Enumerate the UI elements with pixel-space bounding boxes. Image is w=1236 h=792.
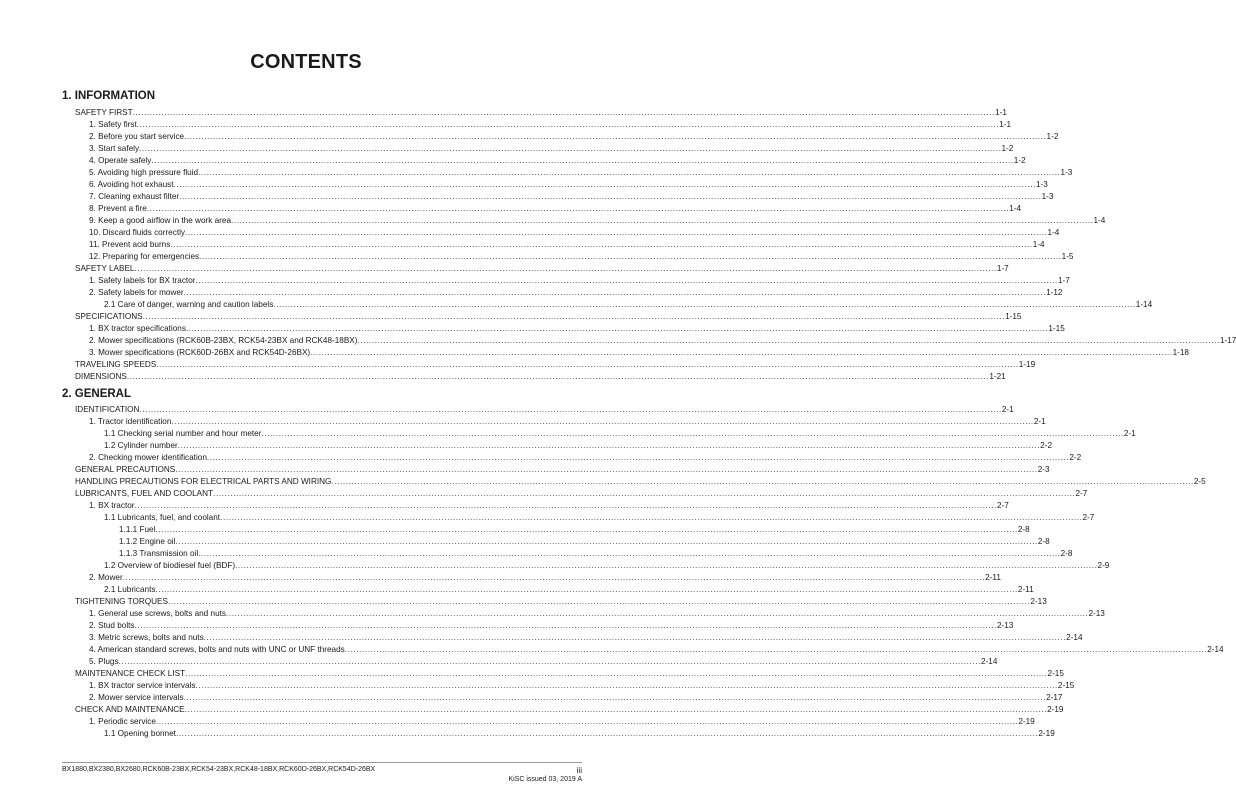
toc-entry-page: 2-8 [1017, 525, 1030, 534]
toc-leader-dots: ............................................................................................................................................................................................................................................................................................................ [122, 573, 986, 582]
toc-entry-page: 1-2 [1013, 156, 1026, 165]
toc-leader-dots: ............................................................................................................................................................................................................................................................................................................ [198, 549, 1061, 558]
toc-leader-dots: ............................................................................................................................................................................................................................................................................................................ [261, 429, 1124, 438]
toc-leader-dots: ............................................................................................................................................................................................................................................................................................................ [175, 729, 1039, 738]
toc-entry-label: GENERAL PRECAUTIONS [75, 465, 176, 474]
toc-entry-label: SAFETY LABEL [75, 264, 135, 273]
toc-leader-dots: ............................................................................................................................................................................................................................................................................................................ [146, 204, 1010, 213]
toc-entry-page: 1-2 [1046, 132, 1059, 141]
toc-entry-page: 1-15 [1048, 324, 1065, 333]
toc-leader-dots: ............................................................................................................................................................................................................................................................................................................ [331, 477, 1194, 486]
toc-entry[interactable] [89, 499, 1009, 511]
toc-entry[interactable] [89, 334, 1236, 346]
toc-entry[interactable] [89, 286, 1063, 298]
toc-entry-label: 4. Operate safely [89, 156, 152, 165]
toc-entry-label: 2. Checking mower identification [89, 453, 207, 462]
toc-entry-page: 2-9 [1097, 561, 1110, 570]
toc-leader-dots: ............................................................................................................................................................................................................................................................................................................ [155, 585, 1018, 594]
toc-entry-label: 1.1.2 Engine oil [119, 537, 176, 546]
toc-leader-dots: ............................................................................................................................................................................................................................................................................................................ [195, 276, 1058, 285]
toc-leader-dots: ............................................................................................................................................................................................................................................................................................................ [171, 417, 1034, 426]
toc-entry-page: 2-2 [1069, 453, 1082, 462]
toc-entry[interactable] [89, 190, 1054, 202]
toc-entry-label: SAFETY FIRST [75, 108, 133, 117]
toc-leader-dots: ............................................................................................................................................................................................................................................................................................................ [132, 108, 996, 117]
toc-entry-page: 1-3 [1060, 168, 1073, 177]
toc-entry-label: IDENTIFICATION [75, 405, 140, 414]
toc-entry[interactable] [89, 154, 1026, 166]
toc-entry-label: 1. BX tractor service intervals [89, 681, 196, 690]
toc-entry-page: 1-3 [1035, 180, 1048, 189]
toc-entry-page: 1-18 [1172, 348, 1189, 357]
toc-entry[interactable] [89, 322, 1065, 334]
toc-entry-label: TIGHTENING TORQUES [75, 597, 168, 606]
toc-leader-dots: ............................................................................................................................................................................................................................................................................................................ [184, 132, 1047, 141]
toc-entry[interactable] [89, 178, 1048, 190]
toc-entry[interactable] [119, 535, 1050, 547]
toc-entry-page: 2-11 [985, 573, 1001, 582]
toc-entry-label: 1. Tractor identification [89, 417, 172, 426]
toc-entry[interactable] [75, 595, 1047, 607]
toc-entry-label: 10. Discard fluids correctly [89, 228, 186, 237]
toc-entry-label: 4. American standard screws, bolts and nuts with UNC or UNF threads [89, 645, 345, 654]
toc-entry-page: 2-13 [1088, 609, 1105, 618]
toc-leader-dots: ............................................................................................................................................................................................................................................................................................................ [139, 144, 1002, 153]
toc-entry[interactable] [89, 130, 1059, 142]
toc-entry[interactable] [75, 487, 1088, 499]
toc-entry-label: DIMENSIONS [75, 372, 127, 381]
toc-leader-dots: ............................................................................................................................................................................................................................................................................................................ [310, 348, 1173, 357]
toc-leader-dots: ............................................................................................................................................................................................................................................................................................................ [170, 240, 1033, 249]
toc-entry-label: SPECIFICATIONS [75, 312, 143, 321]
toc-entry-label: 8. Prevent a fire [89, 204, 147, 213]
toc-entry-page: 2-19 [1018, 717, 1035, 726]
toc-leader-dots: ............................................................................................................................................................................................................................................................................................................ [126, 372, 990, 381]
toc-entry-label: 1. BX tractor specifications [89, 324, 186, 333]
toc-entry[interactable] [89, 715, 1035, 727]
toc-entry-page: 1-3 [1041, 192, 1054, 201]
toc-entry-label: 1.2 Cylinder number [104, 441, 178, 450]
toc-entry[interactable] [89, 571, 1001, 583]
toc-entry-label: 2. Mower specifications (RCK60B-23BX, RCK54-23BX and RCK48-18BX) [89, 336, 358, 345]
toc-entry-page: 1-4 [1093, 216, 1106, 225]
toc-entry[interactable] [89, 619, 1014, 631]
toc-entry-page: 2-17 [1046, 693, 1063, 702]
toc-entry-page: 1-7 [996, 264, 1009, 273]
toc-entry[interactable] [89, 142, 1014, 154]
toc-entry[interactable] [104, 583, 1034, 595]
toc-leader-dots: ............................................................................................................................................................................................................................................................................................................ [357, 336, 1220, 345]
toc-entry-page: 2-14 [981, 657, 998, 666]
toc-entry[interactable] [75, 703, 1064, 715]
toc-entry-page: 2-3 [1037, 465, 1050, 474]
toc-leader-dots: ............................................................................................................................................................................................................................................................................................................ [206, 453, 1070, 462]
toc-entry-page: 2-11 [1017, 585, 1034, 594]
toc-entry-page: 2-19 [1038, 729, 1055, 738]
toc-leader-dots: ............................................................................................................................................................................................................................................................................................................ [220, 513, 1083, 522]
toc-entry-label: 5. Avoiding high pressure fluid [89, 168, 199, 177]
toc-entry-page: 1-19 [1018, 360, 1036, 369]
toc-entry-page: 1-5 [1061, 252, 1074, 261]
toc-entry[interactable] [89, 214, 1106, 226]
toc-entry-label: 1. BX tractor [89, 501, 135, 510]
toc-entry-page: 2-13 [996, 621, 1014, 630]
toc-entry[interactable] [104, 559, 1110, 571]
toc-entry[interactable] [89, 250, 1074, 262]
toc-entry-label: 2. Safety labels for mower [89, 288, 184, 297]
toc-entry-label: 5. Plugs [89, 657, 119, 666]
toc-entry[interactable] [75, 370, 1006, 382]
toc-entry[interactable] [89, 346, 1189, 358]
toc-leader-dots: ............................................................................................................................................................................................................................................................................................................ [175, 537, 1038, 546]
toc-leader-dots: ............................................................................................................................................................................................................................................................................................................ [118, 657, 982, 666]
toc-leader-dots: ............................................................................................................................................................................................................................................................................................................ [134, 621, 997, 630]
toc-entry-label: MAINTENANCE CHECK LIST [75, 669, 186, 678]
toc-entry-page: 1-1 [995, 108, 1007, 117]
toc-leader-dots: ............................................................................................................................................................................................................................................................................................................ [226, 609, 1089, 618]
toc-entry[interactable] [75, 475, 1206, 487]
toc-entry[interactable] [89, 118, 1012, 130]
toc-leader-dots: ............................................................................................................................................................................................................................................................................................................ [139, 405, 1002, 414]
toc-entry[interactable] [75, 667, 1064, 679]
toc-entry-label: 7. Cleaning exhaust filter [89, 192, 180, 201]
toc-leader-dots: ............................................................................................................................................................................................................................................................................................................ [231, 216, 1094, 225]
toc-entry-label: HANDLING PRECAUTIONS FOR ELECTRICAL PARTS AND WIRING [75, 477, 332, 486]
toc-entry-page: 2-15 [1047, 669, 1064, 678]
toc-entry-label: 2.1 Care of danger, warning and caution labels [104, 300, 274, 309]
toc-entry-label: 3. Mower specifications (RCK60D-26BX and RCK54D-26BX) [89, 348, 311, 357]
toc-entry-label: 6. Avoiding hot exhaust [89, 180, 174, 189]
toc-entry-label: 2. Mower service intervals [89, 693, 184, 702]
toc-leader-dots: ............................................................................................................................................................................................................................................................................................................ [142, 312, 1006, 321]
toc-leader-dots: ............................................................................................................................................................................................................................................................................................................ [273, 300, 1136, 309]
toc-entry[interactable] [89, 607, 1105, 619]
toc-entry-page: 2-13 [1030, 597, 1047, 606]
toc-entry-label: 1.1.3 Transmission oil [119, 549, 199, 558]
toc-entry[interactable] [75, 262, 1009, 274]
toc-entry[interactable] [75, 358, 1036, 370]
toc-leader-dots: ............................................................................................................................................................................................................................................................................................................ [185, 669, 1048, 678]
toc-entry-label: 1.2 Overview of biodiesel fuel (BDF) [104, 561, 236, 570]
toc-entry-label: 2.1 Lubricants [104, 585, 156, 594]
toc-entry[interactable] [89, 691, 1063, 703]
toc-entry-page: 1-17 [1219, 336, 1236, 345]
toc-entry-label: TRAVELING SPEEDS [75, 360, 157, 369]
toc-entry-page: 2-1 [1001, 405, 1014, 414]
toc-entry-label: 1.1 Checking serial number and hour meter [104, 429, 262, 438]
toc-leader-dots: ............................................................................................................................................................................................................................................................................................................ [184, 705, 1048, 714]
toc-entry-page: 2-8 [1060, 549, 1073, 558]
toc-leader-dots: ............................................................................................................................................................................................................................................................................................................ [173, 180, 1036, 189]
toc-entry[interactable] [89, 274, 1070, 286]
section-heading-general: 2. GENERAL [62, 388, 132, 400]
toc-entry-page: 2-15 [1057, 681, 1075, 690]
toc-leader-dots: ............................................................................................................................................................................................................................................................................................................ [183, 288, 1047, 297]
toc-leader-dots: ............................................................................................................................................................................................................................................................................................................ [203, 633, 1067, 642]
toc-leader-dots: ............................................................................................................................................................................................................................................................................................................ [167, 597, 1031, 606]
toc-entry[interactable] [89, 415, 1046, 427]
toc-entry[interactable] [75, 310, 1022, 322]
toc-leader-dots: ............................................................................................................................................................................................................................................................................................................ [151, 156, 1014, 165]
toc-entry-label: 12. Preparing for emergencies [89, 252, 200, 261]
toc-entry-page: 1-1 [999, 120, 1012, 129]
toc-entry-label: 1. Safety labels for BX tractor [89, 276, 196, 285]
toc-leader-dots: ............................................................................................................................................................................................................................................................................................................ [344, 645, 1208, 654]
toc-entry[interactable] [104, 439, 1053, 451]
toc-entry-page: 1-21 [989, 372, 1006, 381]
toc-entry-page: 1-4 [1047, 228, 1060, 237]
toc-entry-label: 1. Periodic service [89, 717, 156, 726]
toc-leader-dots: ............................................................................................................................................................................................................................................................................................................ [235, 561, 1098, 570]
toc-leader-dots: ............................................................................................................................................................................................................................................................................................................ [185, 324, 1049, 333]
footer-page-number: iii [576, 766, 582, 775]
toc-entry[interactable] [104, 298, 1153, 310]
footer-divider [62, 762, 582, 763]
toc-entry[interactable] [89, 202, 1022, 214]
toc-entry-page: 2-14 [1066, 633, 1083, 642]
toc-entry-page: 2-7 [1082, 513, 1095, 522]
toc-entry-label: 1. General use screws, bolts and nuts [89, 609, 226, 618]
toc-entry-page: 2-1 [1123, 429, 1136, 438]
toc-entry[interactable] [89, 631, 1083, 643]
toc-entry-label: 1.1 Opening bonnet [104, 729, 176, 738]
toc-entry[interactable] [104, 427, 1136, 439]
toc-leader-dots: ............................................................................................................................................................................................................................................................................................................ [155, 717, 1019, 726]
toc-entry[interactable] [75, 403, 1014, 415]
toc-leader-dots: ............................................................................................................................................................................................................................................................................................................ [213, 489, 1076, 498]
toc-entry-page: 2-8 [1037, 537, 1050, 546]
toc-entry[interactable] [89, 643, 1224, 655]
toc-entry[interactable] [104, 511, 1095, 523]
toc-entry-page: 1-14 [1135, 300, 1153, 309]
toc-entry-page: 2-1 [1033, 417, 1046, 426]
toc-leader-dots: ............................................................................................................................................................................................................................................................................................................ [155, 525, 1018, 534]
toc-leader-dots: ............................................................................................................................................................................................................................................................................................................ [183, 693, 1047, 702]
toc-entry-page: 1-4 [1009, 204, 1022, 213]
toc-leader-dots: ............................................................................................................................................................................................................................................................................................................ [198, 168, 1061, 177]
toc-entry-label: LUBRICANTS, FUEL AND COOLANT [75, 489, 213, 498]
toc-entry[interactable] [89, 679, 1075, 691]
toc-entry[interactable] [89, 655, 998, 667]
toc-entry-page: 2-5 [1193, 477, 1206, 486]
toc-entry-page: 2-7 [996, 501, 1009, 510]
toc-entry[interactable] [119, 547, 1073, 559]
toc-entry[interactable] [89, 226, 1060, 238]
toc-entry-label: 2. Stud bolts [89, 621, 135, 630]
toc-entry-page: 1-15 [1005, 312, 1022, 321]
toc-entry-label: 1.1.1 Fuel [119, 525, 156, 534]
toc-leader-dots: ............................................................................................................................................................................................................................................................................................................ [134, 501, 997, 510]
toc-entry-label: 3. Start safely [89, 144, 140, 153]
toc-entry-label: 2. Before you start service [89, 132, 185, 141]
toc-entry[interactable] [89, 451, 1082, 463]
toc-leader-dots: ............................................................................................................................................................................................................................................................................................................ [177, 441, 1041, 450]
toc-entry-page: 2-2 [1040, 441, 1053, 450]
footer-issued: KiSC issued 03, 2019 A [508, 776, 582, 783]
toc-entry[interactable] [75, 106, 1007, 118]
toc-entry-page: 1-12 [1046, 288, 1063, 297]
toc-entry[interactable] [89, 166, 1073, 178]
toc-leader-dots: ............................................................................................................................................................................................................................................................................................................ [195, 681, 1058, 690]
toc-leader-dots: ............................................................................................................................................................................................................................................................................................................ [175, 465, 1038, 474]
toc-entry-label: 9. Keep a good airflow in the work area [89, 216, 232, 225]
toc-entry-label: 1. Safety first [89, 120, 137, 129]
toc-leader-dots: ............................................................................................................................................................................................................................................................................................................ [134, 264, 997, 273]
section-heading-information: 1. INFORMATION [62, 90, 156, 102]
toc-leader-dots: ............................................................................................................................................................................................................................................................................................................ [199, 252, 1062, 261]
toc-entry-page: 2-7 [1075, 489, 1088, 498]
toc-entry-label: 3. Metric screws, bolts and nuts [89, 633, 204, 642]
toc-entry-page: 2-19 [1047, 705, 1064, 714]
footer-models: BX1880,BX2380,BX2680,RCK60B-23BX,RCK54-23BX,RCK48-18BX,RCK60D-26BX,RCK54D-26BX [62, 766, 376, 773]
toc-entry[interactable] [89, 238, 1045, 250]
toc-entry-label: 2. Mower [89, 573, 123, 582]
toc-entry-label: CHECK AND MAINTENANCE [75, 705, 185, 714]
toc-leader-dots: ............................................................................................................................................................................................................................................................................................................ [136, 120, 1000, 129]
toc-entry-label: 11. Prevent acid burns [89, 240, 171, 249]
toc-entry[interactable] [75, 463, 1050, 475]
toc-entry-label: 1.1 Lubricants, fuel, and coolant [104, 513, 221, 522]
toc-entry[interactable] [104, 727, 1055, 739]
toc-entry-page: 2-14 [1207, 645, 1224, 654]
toc-entry-page: 1-7 [1057, 276, 1070, 285]
page-title: CONTENTS [250, 51, 362, 73]
toc-entry-page: 1-2 [1001, 144, 1014, 153]
toc-leader-dots: ............................................................................................................................................................................................................................................................................................................ [156, 360, 1019, 369]
toc-leader-dots: ............................................................................................................................................................................................................................................................................................................ [185, 228, 1048, 237]
toc-leader-dots: ............................................................................................................................................................................................................................................................................................................ [179, 192, 1042, 201]
toc-entry[interactable] [119, 523, 1030, 535]
toc-entry-page: 1-4 [1032, 240, 1045, 249]
